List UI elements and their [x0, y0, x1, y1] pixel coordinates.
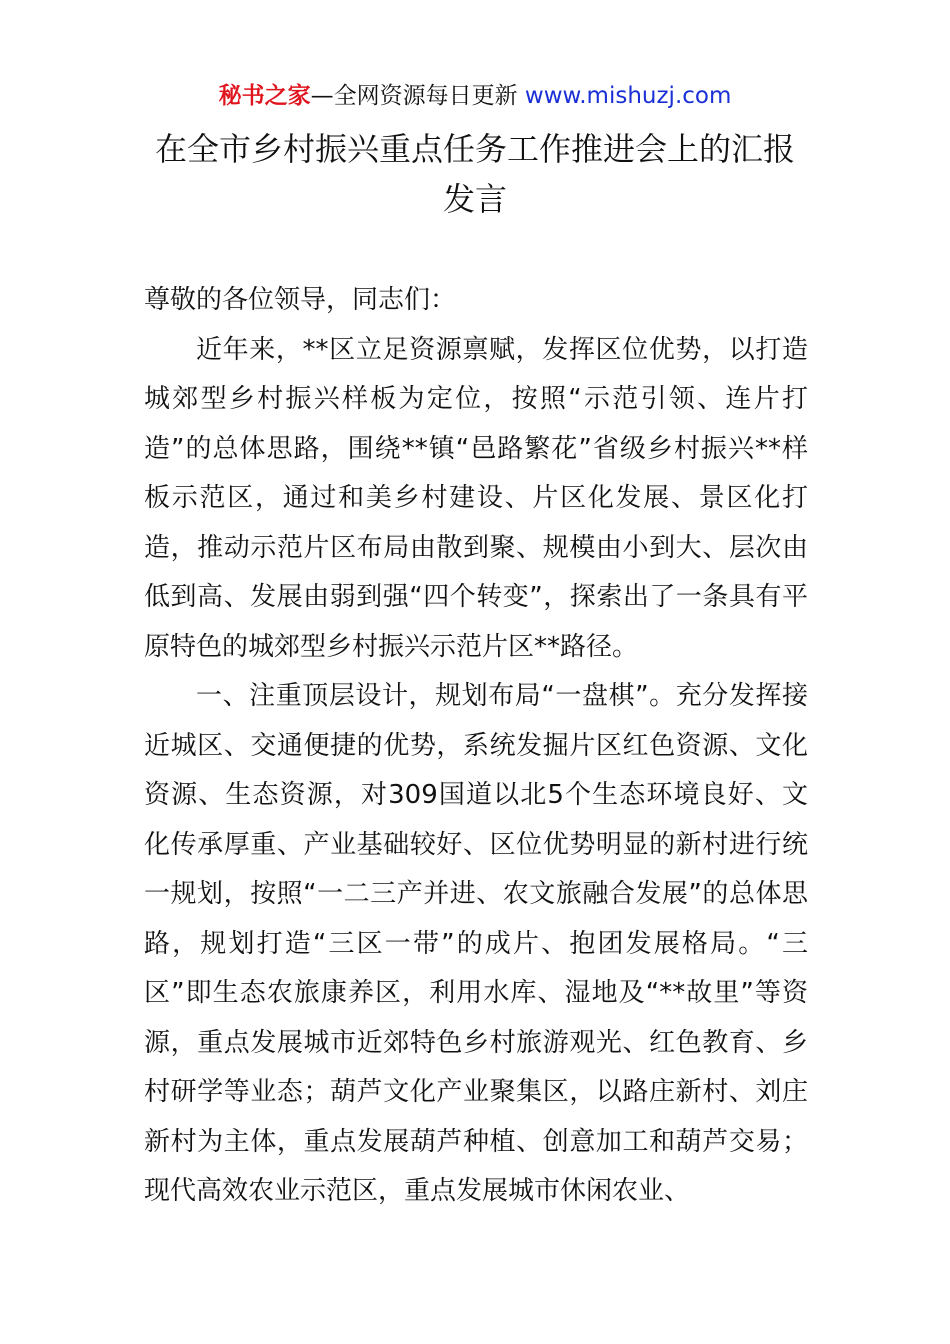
document-body	[144, 276, 808, 1217]
salutation: 尊敬的各位领导，同志们：	[144, 285, 457, 315]
website-link[interactable]: www.mishuzj.com	[524, 83, 732, 109]
document-title: 在全市乡村振兴重点任务工作推进会上的汇报发言	[154, 130, 795, 218]
paragraph-section-one: 一、注重顶层设计，规划布局“一盘棋”。充分发挥接近城区、交通便捷的优势，系统发掘片区红色资源、文化资源、生态资源，对309国道以北5个生态环境良好、文化传承厚重、产业基础较好、区位优势明显的新村进行统一规划，按照“一二三产并进、农文旅融合发展”的总体思路，规划打造“三区一带”的成片、抱团发展格局。“三区”即生态农旅康养区，利用水库、湿地及“**故里”等资源，重点发展城市近郊特色乡村旅游观光、红色教育、乡村研学等业态；葫芦文化产业聚集区，以路庄新村、刘庄新村为主体，重点发展葫芦种植、创意加工和葫芦交易；现代高效农业示范区，重点发展城市休闲农业、	[144, 681, 808, 1206]
brand-name: 秘书之家	[218, 83, 311, 109]
paragraph-intro: 近年来，**区立足资源禀赋，发挥区位优势，以打造城郊型乡村振兴样板为定位，按照“示范引领、连片打造”的总体思路，围绕**镇“邑路繁花”省级乡村振兴**样板示范区，通过和美乡村建设、片区化发展、景区化打造，推动示范片区布局由散到聚、规模由小到大、层次由低到高、发展由弱到强“四个转变”，探索出了一条具有平原特色的城郊型乡村振兴示范片区**路径。	[144, 334, 808, 662]
site-header	[0, 80, 950, 112]
header-tagline: —全网资源每日更新	[310, 83, 525, 109]
